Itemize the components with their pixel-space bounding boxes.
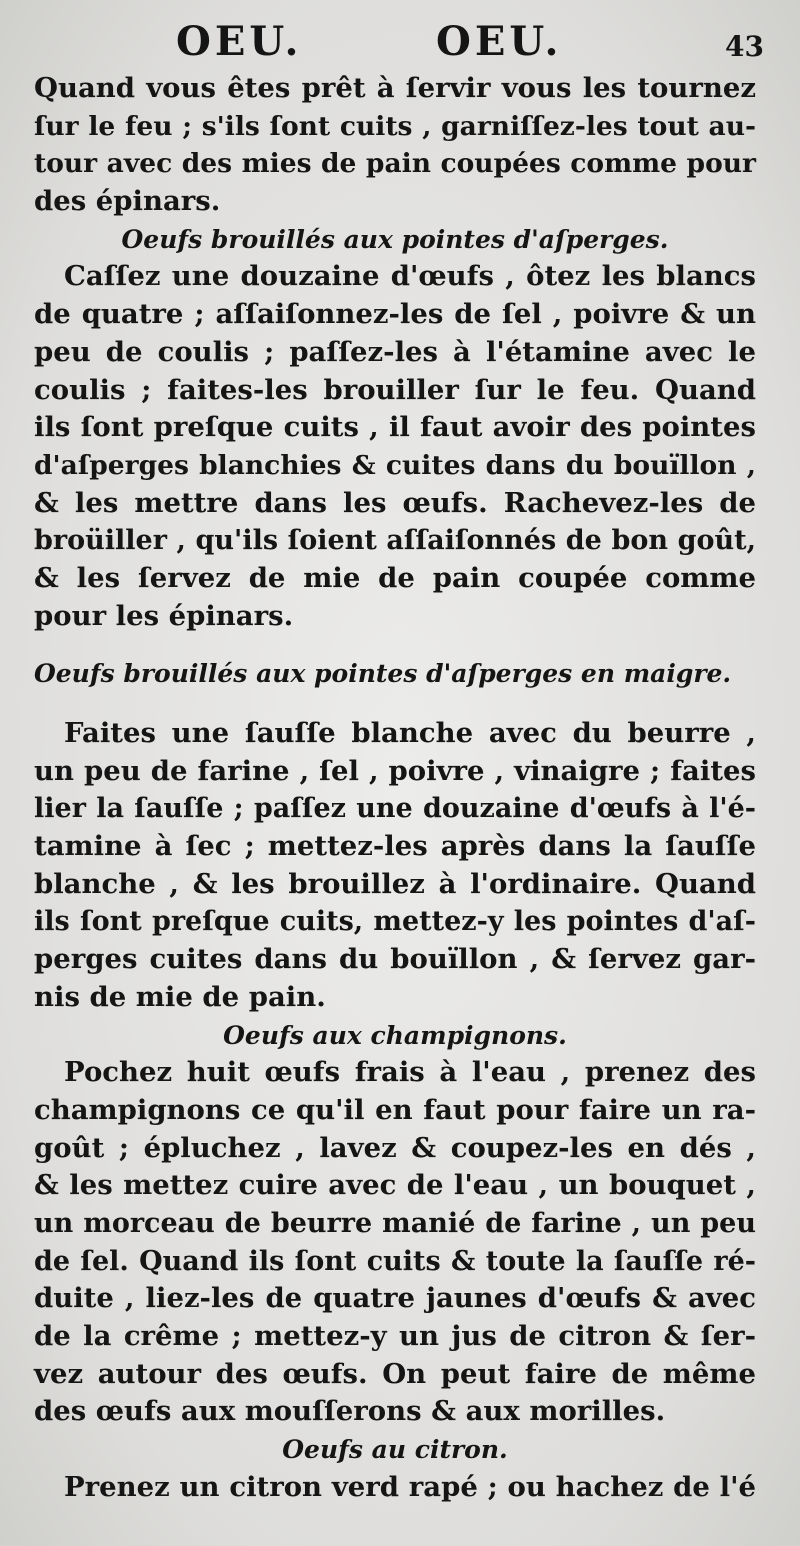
text-line: un morceau de beurre manié de farine , un peu — [34, 1207, 756, 1239]
text-line: & les mettre dans les œufs. Rachevez-les de — [34, 486, 756, 519]
text-line: des œufs aux mouſſerons & aux morilles. — [34, 1395, 666, 1428]
text-line: ils ſont preſque cuits, mettez-y les pointes d'aſ- — [34, 906, 756, 938]
text-line: perges cuites dans du bouïllon , & ſervez gar- — [34, 943, 756, 976]
text-line: Prenez un citron verd rapé ; ou hachez de l'é — [64, 1470, 756, 1503]
text-line: de ſel. Quand ils ſont cuits & toute la ſauſſe ré- — [34, 1245, 756, 1277]
text-line: broüiller , qu'ils ſoient aſſaiſonnés de bon goût, — [34, 525, 756, 557]
recipe-heading: Oeufs brouillés aux pointes d'aſperges. — [121, 224, 669, 254]
running-head-right: OEU. — [436, 18, 563, 65]
section-oeufs-brouilles-asperges-maigre — [34, 655, 756, 1016]
text-line: lier la ſauſſe ; paſſez une douzaine d'œufs à l'é- — [34, 793, 756, 825]
section-oeufs-champignons — [34, 1017, 756, 1432]
text-line: de la crême ; mettez-y un jus de citron & ſer- — [34, 1320, 756, 1352]
section-oeufs-brouilles-asperges — [34, 221, 756, 636]
text-line: nis de mie de pain. — [34, 980, 326, 1013]
text-line: blanche , & les brouillez à l'ordinaire. Quand — [34, 867, 756, 900]
text-line: ſur le feu ; s'ils ſont cuits , garniſſez-les tout au- — [34, 110, 756, 142]
text-line: d'aſperges blanchies & cuites dans du bouïllon , — [34, 449, 756, 481]
page-header — [34, 18, 764, 70]
text-line: champignons ce qu'il en faut pour faire un ra- — [34, 1093, 756, 1126]
section-oeufs-citron — [34, 1431, 756, 1506]
recipe-heading: Oeufs aux champignons. — [223, 1020, 567, 1050]
spacer — [34, 693, 756, 715]
text-line: vez autour des œufs. On peut faire de même — [34, 1357, 756, 1390]
text-line: Pochez huit œufs frais à l'eau , prenez des — [64, 1056, 756, 1089]
text-line: tour avec des mies de pain coupées comme pour — [34, 148, 756, 180]
text-line: un peu de farine , ſel , poivre , vinaigre ; faites — [34, 754, 756, 787]
text-line: de quatre ; aſſaiſonnez-les de ſel , poivre & un — [34, 298, 756, 331]
text-line: tamine à ſec ; mettez-les après dans la ſauſſe — [34, 830, 756, 863]
recipe-heading: Oeufs brouillés aux pointes d'aſperges en maigre. — [34, 659, 732, 689]
text-line: Caſſez une douzaine d'œufs , ôtez les blancs — [64, 260, 756, 293]
text-line: coulis ; faites-les brouiller ſur le feu. Quand — [34, 373, 756, 406]
text-line: duite , liez-les de quatre jaunes d'œufs & avec — [34, 1282, 756, 1315]
text-line: & les mettez cuire avec de l'eau , un bouquet , — [34, 1169, 756, 1202]
text-line: peu de coulis ; paſſez-les à l'étamine avec le — [34, 335, 756, 368]
text-line: ils ſont preſque cuits , il faut avoir des pointes — [34, 411, 756, 444]
spacer — [34, 635, 756, 655]
text-line: Faites une ſauſſe blanche avec du beurre , — [64, 717, 756, 749]
page-number: 43 — [725, 30, 764, 63]
recipe-heading: Oeufs au citron. — [282, 1435, 508, 1465]
text-line: pour les épinars. — [34, 599, 294, 632]
text-line: des épinars. — [34, 185, 221, 218]
running-head-left: OEU. — [176, 18, 303, 65]
text-line: & les ſervez de mie de pain coupée comme — [34, 561, 756, 594]
section-continuation — [34, 70, 756, 221]
text-line: Quand vous êtes prêt à ſervir vous les tournez — [34, 72, 756, 104]
text-line: goût ; épluchez , lavez & coupez-les en dés , — [34, 1131, 756, 1164]
